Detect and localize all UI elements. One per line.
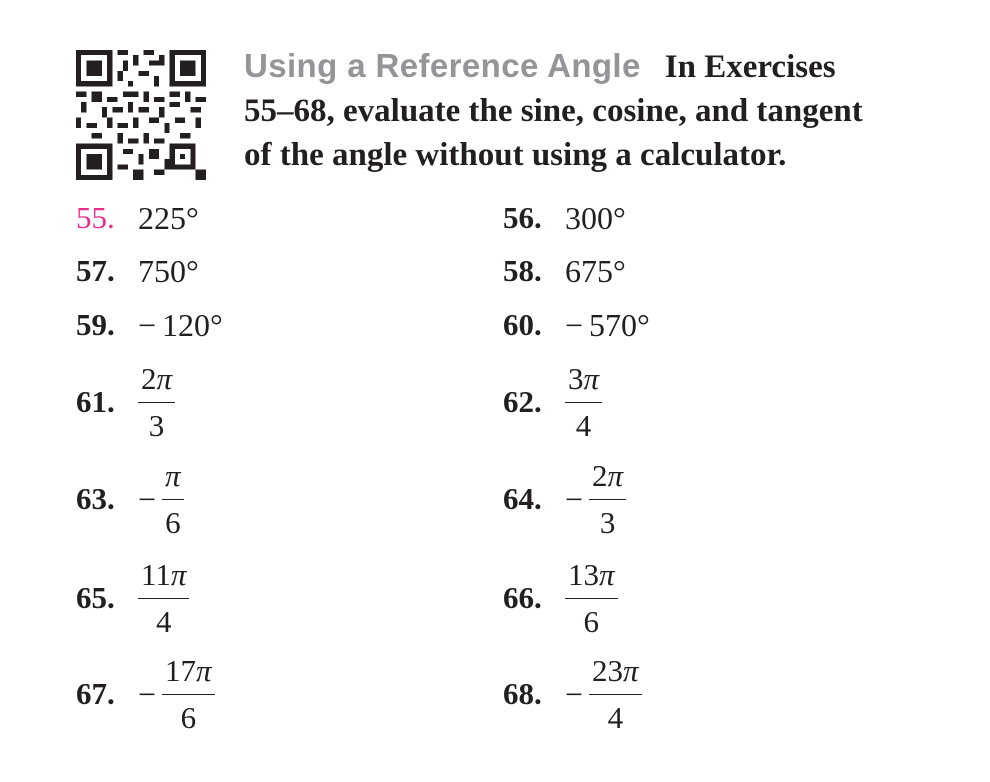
denominator: 4 [575, 407, 592, 443]
negative-sign: − [138, 480, 157, 517]
angle-value: 570° [589, 306, 650, 343]
exercise-65 [76, 556, 189, 640]
exercise-64 [503, 457, 626, 541]
exercise-63 [76, 457, 184, 541]
exercise-66 [503, 556, 618, 640]
numerator: 23π [589, 652, 642, 695]
section-title: Using a Reference Angle [244, 47, 641, 84]
numerator: 11π [138, 556, 189, 599]
fraction [162, 457, 184, 542]
exercise-number: 67. [76, 676, 115, 711]
negative-sign: − [138, 675, 157, 712]
exercise-58 [503, 251, 626, 291]
numerator: 3π [565, 360, 602, 403]
angle-value: 750° [138, 252, 199, 289]
negative-sign: − [138, 306, 157, 343]
fraction [162, 652, 215, 737]
instructions-line-3: of the angle without using a calculator. [244, 137, 787, 173]
fraction [565, 556, 618, 641]
negative-sign: − [565, 306, 584, 343]
exercise-59 [76, 305, 223, 345]
denominator: 4 [155, 603, 172, 639]
exercise-number: 64. [503, 481, 542, 516]
exercise-number: 68. [503, 676, 542, 711]
exercise-68 [503, 652, 642, 736]
exercise-number: 57. [76, 253, 115, 288]
denominator: 6 [180, 699, 197, 735]
angle-value: 225° [138, 199, 199, 236]
fraction [138, 556, 189, 641]
exercise-number: 59. [76, 307, 115, 342]
fraction [589, 457, 626, 542]
numerator: 13π [565, 556, 618, 599]
exercise-67 [76, 652, 215, 736]
negative-sign: − [565, 480, 584, 517]
exercise-56 [503, 198, 626, 238]
denominator: 4 [607, 699, 624, 735]
instructions-line-1: In Exercises [664, 49, 836, 85]
exercise-instructions [244, 44, 934, 177]
exercise-62 [503, 360, 602, 444]
exercise-57 [76, 251, 199, 291]
exercise-number: 62. [503, 384, 542, 419]
fraction [565, 360, 602, 445]
numerator: 2π [138, 360, 175, 403]
instructions-line-2: 55–68, evaluate the sine, cosine, and tangent [244, 93, 863, 129]
fraction [138, 360, 175, 445]
exercise-60 [503, 305, 650, 345]
angle-value: 300° [565, 199, 626, 236]
exercise-number: 56. [503, 200, 542, 235]
numerator: 2π [589, 457, 626, 500]
exercise-number: 58. [503, 253, 542, 288]
exercise-number: 66. [503, 580, 542, 615]
numerator: π [162, 457, 184, 500]
exercise-61 [76, 360, 175, 444]
angle-value: 120° [162, 306, 223, 343]
exercise-number: 55. [76, 200, 115, 235]
exercise-55 [76, 198, 199, 238]
exercise-number: 65. [76, 580, 115, 615]
denominator: 3 [148, 407, 165, 443]
numerator: 17π [162, 652, 215, 695]
exercise-number: 63. [76, 481, 115, 516]
denominator: 3 [599, 504, 616, 540]
fraction [589, 652, 642, 737]
exercise-number: 61. [76, 384, 115, 419]
exercise-number: 60. [503, 307, 542, 342]
denominator: 6 [165, 504, 181, 540]
negative-sign: − [565, 675, 584, 712]
denominator: 6 [583, 603, 600, 639]
angle-value: 675° [565, 252, 626, 289]
qr-code-icon[interactable] [76, 50, 206, 180]
